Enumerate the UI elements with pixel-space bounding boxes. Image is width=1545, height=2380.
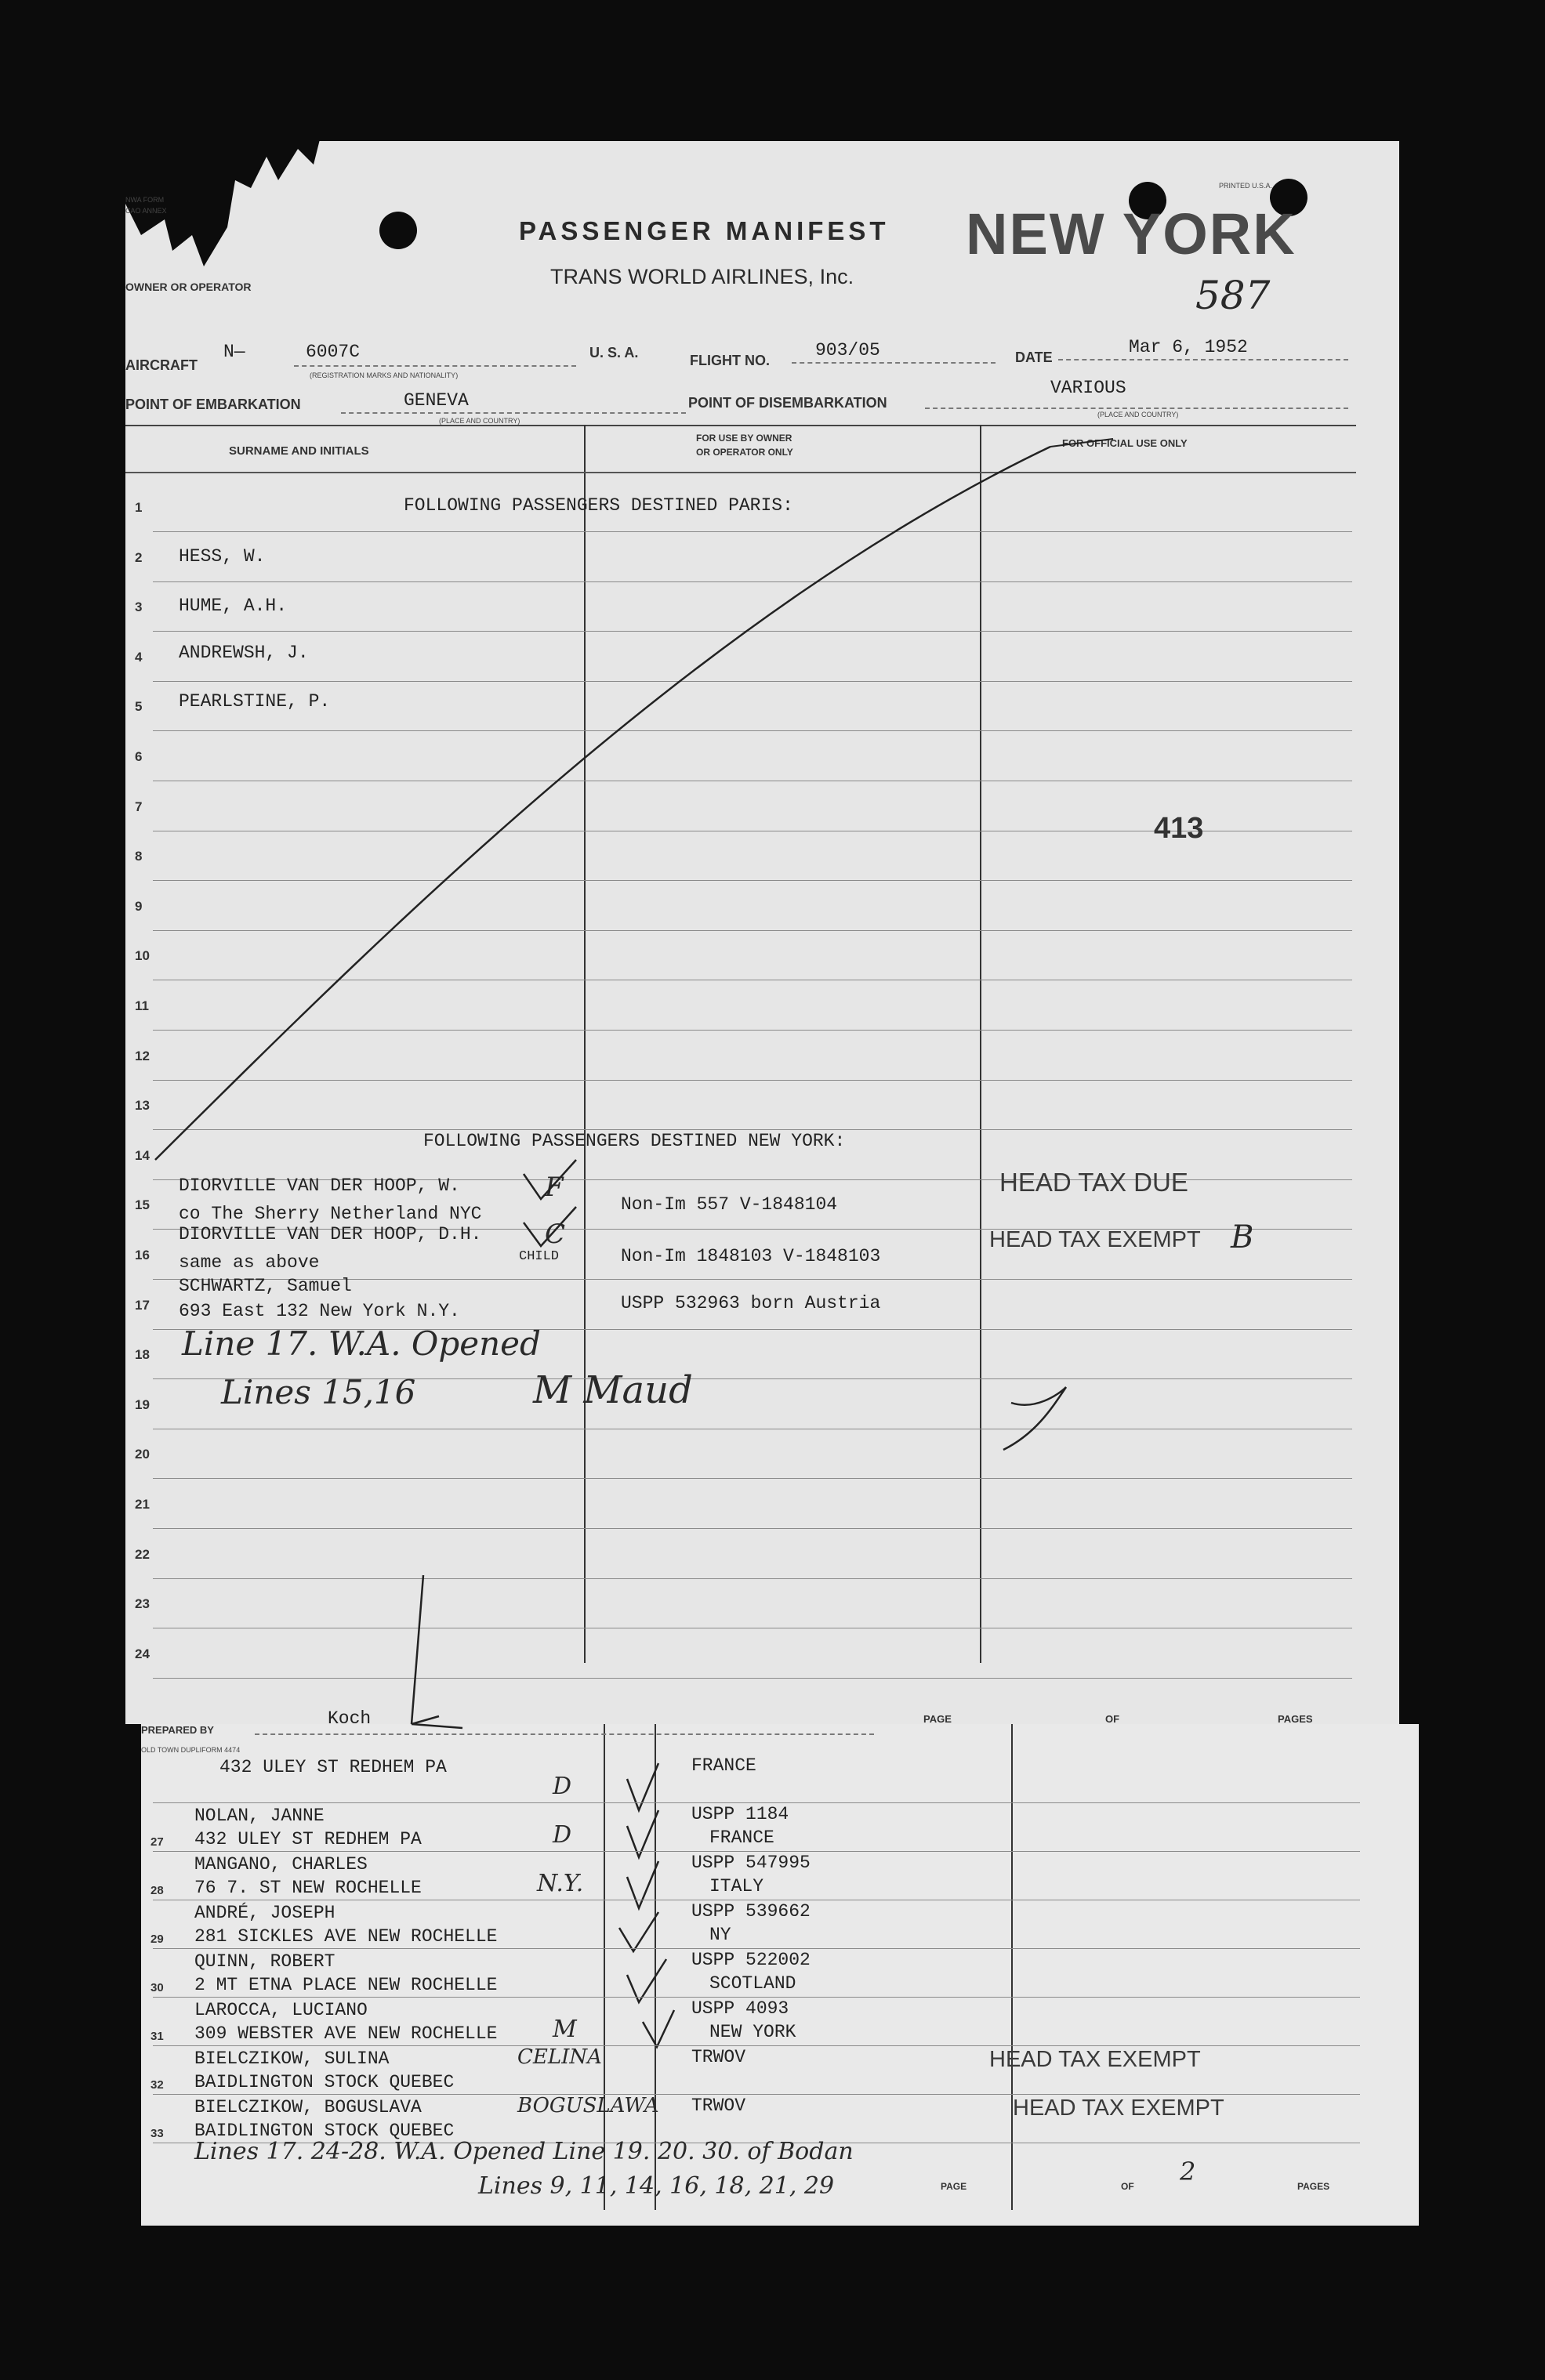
handwritten-mark: B: [1231, 1219, 1254, 1255]
aircraft-prefix: N—: [223, 342, 245, 362]
form-number: OLD TOWN DUPLIFORM 4474: [141, 1746, 241, 1754]
column-header-surname: SURNAME AND INITIALS: [229, 444, 369, 458]
aircraft-label: AIRCRAFT: [125, 357, 198, 373]
head-tax-stamp: HEAD TAX EXEMPT: [989, 1227, 1201, 1252]
owner-note: NY: [709, 1925, 731, 1945]
handwritten-note: Line 17. W.A. Opened: [182, 1324, 541, 1363]
fill-line: [1058, 359, 1348, 360]
passenger-address: 432 ULEY ST REDHEM PA: [219, 1757, 447, 1777]
of-value: 2: [1180, 2157, 1196, 2186]
owner-note: USPP 539662: [691, 1901, 811, 1922]
line-number: 4: [135, 650, 143, 665]
line-number: 30: [151, 1981, 164, 1994]
passenger-name: DIORVILLE VAN DER HOOP, D.H.: [179, 1224, 482, 1244]
owner-note: SCOTLAND: [709, 1973, 796, 1994]
row-rule: [153, 681, 1352, 682]
passenger-address: BAIDLINGTON STOCK QUEBEC: [194, 2121, 455, 2141]
new-york-header: FOLLOWING PASSENGERS DESTINED NEW YORK:: [423, 1131, 846, 1151]
handwritten-mark: N.Y.: [537, 1870, 584, 1897]
column-header-owner: OR OPERATOR ONLY: [696, 447, 793, 458]
form-label: NWA FORM: [125, 196, 165, 204]
owner-note: TRWOV: [691, 2047, 746, 2067]
owner-note: TRWOV: [691, 2096, 746, 2116]
owner-note: NEW YORK: [709, 2022, 796, 2042]
table-top-border: [125, 425, 1356, 426]
official-stamp-number: 413: [1154, 812, 1204, 845]
passenger-name: MANGANO, CHARLES: [194, 1854, 368, 1875]
row-rule: [153, 1851, 1360, 1852]
child-label: CHILD: [519, 1249, 560, 1264]
owner-note: USPP 532963 born Austria: [621, 1293, 881, 1313]
passenger-name: PEARLSTINE, P.: [179, 691, 331, 712]
row-rule: [153, 1478, 1352, 1479]
prepared-by-value: Koch: [328, 1708, 372, 1729]
line-number: 24: [135, 1646, 150, 1661]
line-number: 21: [135, 1497, 150, 1512]
passenger-address: BAIDLINGTON STOCK QUEBEC: [194, 2072, 455, 2092]
line-number: 16: [135, 1248, 150, 1262]
of-label: OF: [1105, 1713, 1120, 1725]
owner-note: FRANCE: [691, 1755, 756, 1776]
passenger-name: ANDREWSH, J.: [179, 643, 309, 663]
date-value: Mar 6, 1952: [1129, 337, 1248, 357]
passenger-address: 76 7. ST NEW ROCHELLE: [194, 1878, 422, 1898]
flight-number: 903/05: [815, 340, 880, 360]
line-number: 2: [135, 550, 143, 565]
row-rule: [153, 2094, 1360, 2095]
line-number: 28: [151, 1884, 164, 1897]
fill-line: [255, 1733, 874, 1735]
line-number: 32: [151, 2078, 164, 2092]
row-rule: [153, 1528, 1352, 1529]
line-number: 27: [151, 1835, 164, 1849]
row-rule: [153, 930, 1352, 931]
handwritten-mark: C: [545, 1219, 566, 1250]
paris-header: FOLLOWING PASSENGERS DESTINED PARIS:: [404, 495, 793, 516]
line-number: 6: [135, 749, 143, 764]
owner-note: Non-Im 557 V-1848104: [621, 1194, 838, 1215]
pages-label: PAGES: [1278, 1713, 1313, 1725]
handwritten-note: Lines 17. 24-28. W.A. Opened Line 19. 20. 30. of Bodan: [194, 2138, 854, 2165]
row-rule: [153, 1080, 1352, 1081]
fill-line: [341, 412, 686, 414]
row-rule: [153, 1578, 1352, 1579]
passenger-address: co The Sherry Netherland NYC: [179, 1204, 482, 1224]
aircraft-registration: 6007C: [306, 342, 361, 362]
row-rule: [153, 1948, 1360, 1949]
owner-note: USPP 1184: [691, 1804, 789, 1824]
airline-name: TRANS WORLD AIRLINES, Inc.: [550, 265, 854, 288]
form-label: CAO ANNEX: [125, 207, 167, 215]
owner-note: USPP 547995: [691, 1853, 811, 1873]
line-number: 23: [135, 1596, 150, 1611]
row-rule: [153, 1802, 1360, 1803]
passenger-name: LAROCCA, LUCIANO: [194, 2000, 368, 2020]
head-tax-stamp: HEAD TAX EXEMPT: [989, 2047, 1201, 2072]
handwritten-mark: F: [545, 1172, 564, 1203]
of-label: OF: [1121, 2181, 1134, 2192]
handwritten-number: 587: [1195, 273, 1271, 318]
row-rule: [153, 631, 1352, 632]
line-number: 12: [135, 1049, 150, 1063]
passenger-name: ANDRÉ, JOSEPH: [194, 1903, 335, 1923]
head-tax-stamp: HEAD TAX EXEMPT: [1013, 2096, 1224, 2121]
passenger-name: QUINN, ROBERT: [194, 1951, 335, 1972]
passenger-address: 281 SICKLES AVE NEW ROCHELLE: [194, 1926, 498, 1947]
disembarkation-label: POINT OF DISEMBARKATION: [688, 395, 887, 411]
handwritten-note: Lines 9, 11, 14, 16, 18, 21, 29: [478, 2172, 835, 2200]
line-number: 29: [151, 1933, 164, 1946]
owner-note: Non-Im 1848103 V-1848103: [621, 1246, 881, 1266]
owner-note: FRANCE: [709, 1828, 774, 1848]
line-number: 33: [151, 2127, 164, 2140]
passenger-name: HESS, W.: [179, 546, 266, 567]
flight-label: FLIGHT NO.: [690, 353, 770, 368]
page-label: PAGE: [923, 1713, 952, 1725]
row-rule: [153, 1997, 1360, 1998]
prepared-by-label: PREPARED BY: [141, 1724, 214, 1736]
pages-label: PAGES: [1297, 2181, 1330, 2192]
date-label: DATE: [1015, 350, 1053, 365]
column-header-owner: FOR USE BY OWNER: [696, 433, 792, 444]
handwritten-correction: BOGUSLAWA: [517, 2094, 659, 2117]
line-number: 5: [135, 699, 143, 714]
line-number: 11: [135, 998, 149, 1013]
punch-hole: [379, 212, 417, 249]
handwritten-initials: M Maud: [533, 1368, 693, 1412]
line-number: 18: [135, 1347, 150, 1362]
passenger-address: 2 MT ETNA PLACE NEW ROCHELLE: [194, 1975, 498, 1995]
passenger-name: HUME, A.H.: [179, 596, 288, 616]
passenger-name: SCHWARTZ, Samuel: [179, 1276, 352, 1296]
line-number: 13: [135, 1098, 150, 1113]
torn-corner-mark: [118, 133, 337, 298]
page-label: PAGE: [941, 2181, 967, 2192]
row-rule: [153, 730, 1352, 731]
handwritten-mark: D: [553, 1821, 572, 1849]
line-number: 22: [135, 1547, 150, 1562]
manifest-title: PASSENGER MANIFEST: [519, 216, 890, 245]
nationality-label: U. S. A.: [589, 345, 639, 360]
row-rule: [153, 1129, 1352, 1130]
column-divider: [655, 1724, 656, 2210]
row-rule: [153, 531, 1352, 532]
line-number: 17: [135, 1298, 150, 1313]
handwritten-note: Lines 15,16: [221, 1373, 416, 1411]
row-rule: [153, 1030, 1352, 1031]
line-number: 14: [135, 1148, 150, 1163]
row-rule: [153, 581, 1352, 582]
embarkation-value: GENEVA: [404, 390, 469, 411]
embarkation-caption: (PLACE AND COUNTRY): [439, 417, 520, 425]
line-number: 19: [135, 1397, 150, 1412]
head-tax-stamp: HEAD TAX DUE: [999, 1168, 1188, 1197]
owner-operator-label: OWNER OR OPERATOR: [125, 281, 252, 293]
line-number: 10: [135, 948, 150, 963]
owner-note: ITALY: [709, 1876, 764, 1896]
line-number: 9: [135, 899, 143, 914]
line-number: 8: [135, 849, 143, 864]
passenger-name: DIORVILLE VAN DER HOOP, W.: [179, 1176, 460, 1196]
passenger-name: NOLAN, JANNE: [194, 1806, 325, 1826]
column-divider: [1011, 1724, 1013, 2210]
handwritten-correction: CELINA: [517, 2045, 602, 2069]
line-number: 31: [151, 2030, 164, 2043]
column-divider: [604, 1724, 605, 2210]
printed-label: PRINTED U.S.A.: [1219, 182, 1273, 190]
embarkation-label: POINT OF EMBARKATION: [125, 397, 301, 412]
line-number: 1: [135, 500, 143, 515]
destination-stamp: NEW YORK: [966, 201, 1297, 266]
owner-note: USPP 522002: [691, 1950, 811, 1970]
passenger-address: same as above: [179, 1252, 320, 1273]
passenger-address: 693 East 132 New York N.Y.: [179, 1301, 460, 1321]
fill-line: [792, 362, 996, 364]
passenger-name: BIELCZIKOW, BOGUSLAVA: [194, 2097, 422, 2117]
line-number: 20: [135, 1447, 150, 1462]
owner-note: USPP 4093: [691, 1998, 789, 2019]
disembarkation-caption: (PLACE AND COUNTRY): [1097, 411, 1179, 418]
handwritten-mark: M: [553, 2016, 577, 2043]
header-divider: [125, 472, 1356, 473]
passenger-address: 432 ULEY ST REDHEM PA: [194, 1829, 422, 1849]
handwritten-mark: D: [553, 1773, 572, 1800]
row-rule: [153, 1678, 1352, 1679]
line-number: 3: [135, 600, 143, 614]
fill-line: [294, 365, 576, 367]
disembarkation-value: VARIOUS: [1050, 378, 1126, 398]
line-number: 7: [135, 799, 143, 814]
passenger-address: 309 WEBSTER AVE NEW ROCHELLE: [194, 2023, 498, 2044]
fill-line: [925, 408, 1348, 409]
row-rule: [153, 2045, 1360, 2046]
row-rule: [153, 880, 1352, 881]
column-header-official: FOR OFFICIAL USE ONLY: [1062, 437, 1188, 449]
passenger-name: BIELCZIKOW, SULINA: [194, 2049, 390, 2069]
line-number: 15: [135, 1197, 150, 1212]
registration-caption: (REGISTRATION MARKS AND NATIONALITY): [310, 371, 459, 379]
